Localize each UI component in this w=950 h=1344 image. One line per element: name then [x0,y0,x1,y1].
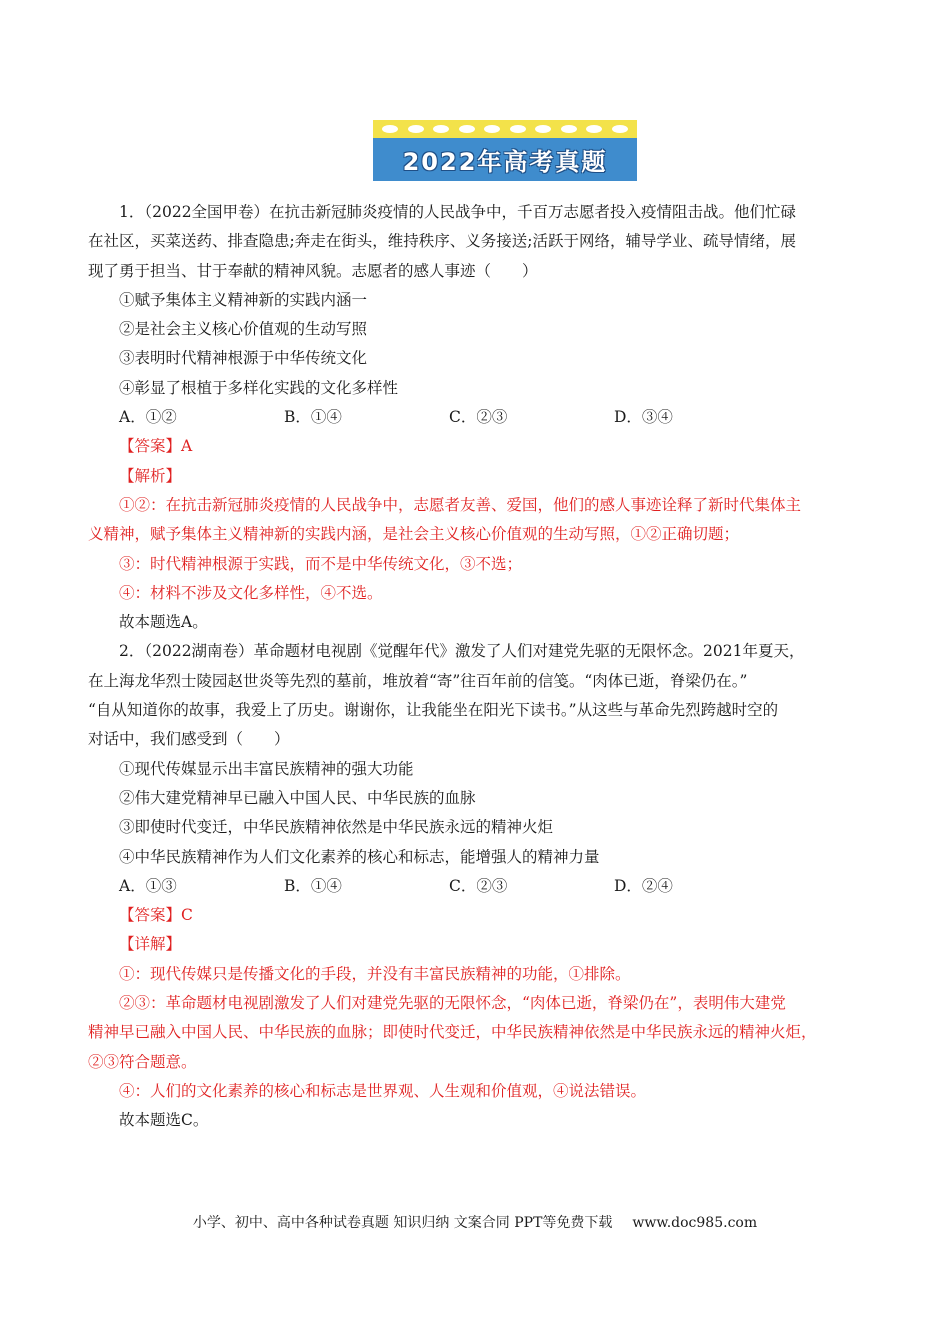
option-d: D．③④ [614,408,673,427]
answer-options [88,872,862,901]
statement-item: ④中华民族精神作为人们文化素养的核心和标志，能增强人的精神力量 [119,847,600,866]
statement-item: ③即使时代变迁，中华民族精神依然是中华民族永远的精神火炬 [119,818,554,837]
analysis-line: 精神早已融入中国人民、中华民族的血脉；即使时代变迁，中华民族精神依然是中华民族永远的精神火炬， [88,1023,817,1042]
question-2 [88,637,862,1135]
statement-item: ②是社会主义核心价值观的生动写照 [119,320,368,339]
dot-icon [433,125,449,133]
question-1 [88,198,862,637]
document-content [88,198,862,1136]
statement-item: ①赋予集体主义精神新的实践内涵一 [119,290,368,309]
analysis-line: ②③：革命题材电视剧激发了人们对建党先驱的无限怀念，“肉体已逝，脊梁仍在”，表明伟大建党 [119,994,786,1013]
dot-icon [612,125,628,133]
dot-icon [561,125,577,133]
banner-body [373,138,637,181]
analysis-line: ③：时代精神根源于实践，而不是中华传统文化，③不选； [119,554,523,573]
dot-icon [586,125,602,133]
analysis-line: ④：材料不涉及文化多样性，④不选。 [119,583,383,602]
option-b: B．①④ [284,408,342,427]
statement-item: ③表明时代精神根源于中华传统文化 [119,349,368,368]
option-d: D．②④ [614,876,673,895]
statement-item: ①现代传媒显示出丰富民族精神的强大功能 [119,759,414,778]
question-stem-line: 2．（2022湖南卷）革命题材电视剧《觉醒年代》激发了人们对建党先驱的无限怀念。2021年夏天， [119,642,805,661]
question-stem-line: 现了勇于担当、甘于奉献的精神风貌。志愿者的感人事迹（ ） [88,261,538,280]
analysis-line: ④：人们的文化素养的核心和标志是世界观、人生观和价值观，④说法错误。 [119,1081,647,1100]
dot-icon [382,125,398,133]
option-a: A．①③ [119,876,177,895]
dot-icon [510,125,526,133]
conclusion-line: 故本题选A。 [119,613,208,632]
statement-item: ②伟大建党精神早已融入中国人民、中华民族的血脉 [119,788,476,807]
question-stem-line: 在社区，买菜送药、排查隐患;奔走在街头，维持秩序、义务接送;活跃于网络，辅导学业、疏导情绪，展 [88,232,796,251]
statement-item: ④彰显了根植于多样化实践的文化多样性 [119,378,399,397]
analysis-line: 义精神，赋予集体主义精神新的实践内涵，是社会主义核心价值观的生动写照，①②正确切题； [88,525,740,544]
dot-icon [484,125,500,133]
title-banner [373,120,637,181]
analysis-line: ②③符合题意。 [88,1052,197,1071]
footer-link[interactable]: www.doc985.com [632,1215,758,1231]
analysis-label: 【解析】 [119,466,182,485]
banner-dots [373,122,637,136]
option-a: A．①② [119,408,177,427]
answer-options [88,403,862,432]
answer-label: 【答案】C [119,906,193,925]
option-c: C．②③ [449,876,508,895]
banner-top-strip [373,120,637,138]
page-title: 2022年高考真题 [402,148,608,176]
question-stem-line: 1．（2022全国甲卷）在抗击新冠肺炎疫情的人民战争中，千百万志愿者投入疫情阻击战。他们忙碌 [119,203,797,221]
question-stem-line: “自从知道你的故事，我爱上了历史。谢谢你，让我能坐在阳光下读书。”从这些与革命先烈跨越时空的 [88,701,779,720]
analysis-line: ①②：在抗击新冠肺炎疫情的人民战争中，志愿者友善、爱国，他们的感人事迹诠释了新时代集体主 [119,495,802,514]
answer-label: 【答案】A [119,437,193,456]
option-c: C．②③ [449,408,508,427]
dot-icon [408,125,424,133]
dot-icon [459,125,475,133]
footer-text: 小学、初中、高中各种试卷真题 知识归纳 文案合同 PPT等免费下载 [192,1215,613,1231]
option-b: B．①④ [284,876,342,895]
analysis-line: ①：现代传媒只是传播文化的手段，并没有丰富民族精神的功能，①排除。 [119,964,631,983]
page-footer [0,1212,950,1232]
conclusion-line: 故本题选C。 [119,1111,209,1130]
question-stem-line: 对话中，我们感受到（ ） [88,730,290,749]
dot-icon [535,125,551,133]
analysis-label: 【详解】 [119,935,182,954]
question-stem-line: 在上海龙华烈士陵园赵世炎等先烈的墓前，堆放着“寄”往百年前的信笺。“肉体已逝，脊梁仍在。” [88,671,748,690]
